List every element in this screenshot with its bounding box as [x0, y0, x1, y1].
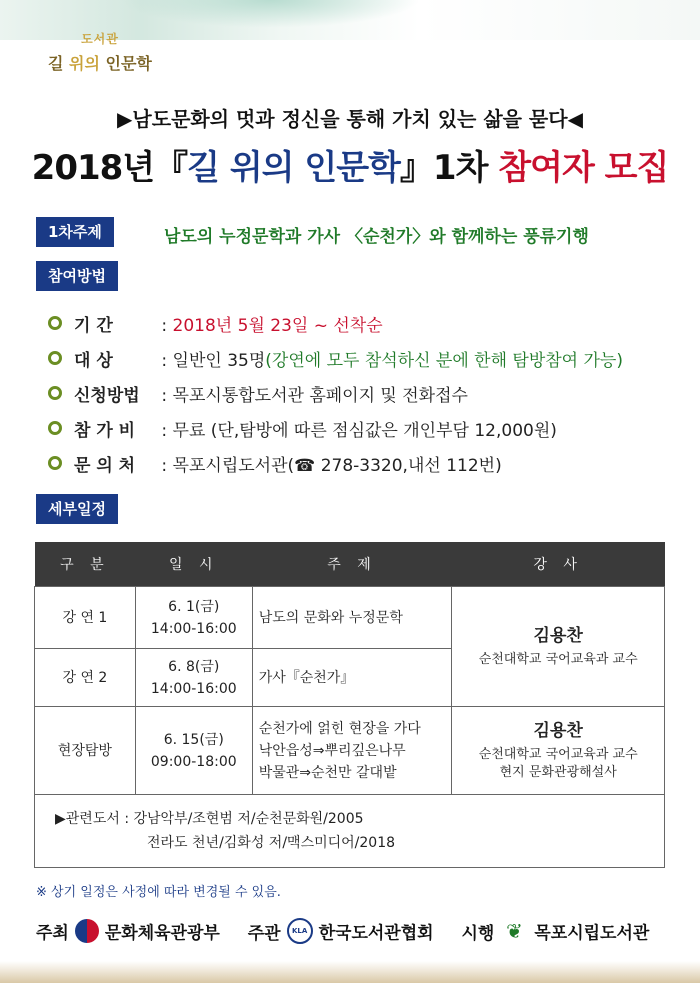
row-datetime [135, 587, 252, 649]
logo-small-text: 도서관 [81, 32, 119, 46]
header-datetime: 일 시 [135, 542, 252, 587]
program-logo [48, 30, 152, 74]
row-date: 6. 15(금) [163, 731, 224, 748]
info-target [48, 346, 623, 371]
topic-line: 순천가에 얽힌 현장을 가다 [258, 720, 421, 737]
info-sep: : [156, 456, 173, 476]
host-label: 주최 [36, 923, 69, 944]
schedule-table [34, 542, 665, 868]
row-date: 6. 1(금) [168, 598, 220, 615]
info-label: 참 가 비 [74, 421, 136, 441]
info-label: 신청방법 [74, 386, 140, 406]
logo-big-text [48, 51, 152, 74]
title-part-a: 2018년『 [31, 148, 188, 188]
library-logo-icon: ❦ [505, 919, 523, 943]
row-instructor [452, 707, 665, 795]
executor-label: 시행 [461, 923, 495, 944]
title-part-d: 참여자 모집 [498, 148, 669, 188]
row-time: 14:00-16:00 [150, 620, 237, 637]
info-value: 목포시통합도서관 홈페이지 및 전화접수 [172, 386, 468, 406]
info-value: 일반인 35명 [172, 351, 266, 371]
footer-organizers [36, 918, 676, 944]
topic-line: 낙안읍성⇒뿌리깊은나무 [258, 742, 406, 759]
info-sep: : [156, 351, 173, 371]
kla-emblem-icon: KLA [287, 918, 313, 944]
title-part-c: 』1차 [399, 148, 499, 188]
info-value: 목포시립도서관(☎ 278-3320,내선 112번) [172, 456, 502, 476]
row-time: 14:00-16:00 [150, 680, 237, 697]
info-contact [48, 451, 502, 476]
instructor-name: 김용찬 [533, 625, 583, 646]
taegeuk-emblem-icon [75, 919, 99, 943]
host-name: 문화체육관광부 [104, 923, 220, 944]
page-title [0, 140, 700, 189]
instructor-affiliation: 순천대학교 국어교육과 교수 [478, 651, 638, 667]
row-topic [252, 707, 452, 795]
info-fee [48, 416, 557, 441]
row-date: 6. 8(금) [168, 658, 220, 675]
table-header-row [35, 542, 665, 587]
bullet-icon [48, 351, 62, 365]
table-ref-row [35, 795, 665, 868]
organizer-name: 한국도서관협회 [318, 923, 434, 944]
topic-line: 박물관⇒순천만 갈대밭 [258, 764, 397, 781]
info-label: 대 상 [74, 351, 113, 371]
info-extra: (강연에 모두 참석하신 분에 한해 탐방참여 가능) [265, 351, 623, 371]
row-datetime [135, 649, 252, 707]
header-type: 구 분 [35, 542, 136, 587]
row-type: 현장탐방 [35, 707, 136, 795]
bullet-icon [48, 421, 62, 435]
row-topic: 남도의 문화와 누정문학 [252, 587, 452, 649]
row-type: 강 연 1 [35, 587, 136, 649]
schedule-tag: 세부일정 [36, 494, 118, 524]
bullet-icon [48, 456, 62, 470]
header-instructor: 강 사 [452, 542, 665, 587]
row-datetime [135, 707, 252, 795]
row-topic: 가사『순천가』 [252, 649, 452, 707]
table-row [35, 587, 665, 649]
info-label: 기 간 [74, 316, 113, 336]
info-apply [48, 381, 468, 406]
info-period [48, 311, 383, 336]
bottom-watercolor [0, 961, 700, 983]
theme-tag: 1차주제 [36, 217, 114, 247]
bullet-icon [48, 316, 62, 330]
logo-text-b: 위의 [69, 54, 100, 73]
organizer-label: 주관 [247, 923, 281, 944]
instructor-name: 김용찬 [533, 720, 583, 741]
info-label: 문 의 처 [74, 456, 136, 476]
logo-text-a: 길 [48, 54, 70, 73]
schedule-note: ※ 상기 일정은 사정에 따라 변경될 수 있음. [36, 885, 281, 900]
info-sep: : [156, 316, 173, 336]
theme-text: 남도의 누정문학과 가사 〈순천가〉와 함께하는 풍류기행 [164, 227, 589, 247]
table-row [35, 707, 665, 795]
row-instructor [452, 587, 665, 707]
title-part-b: 길 위의 인문학 [187, 148, 400, 188]
info-sep: : [156, 421, 173, 441]
instructor-affiliation: 현지 문화관광해설사 [499, 764, 617, 780]
bullet-icon [48, 386, 62, 400]
related-book-line: 전라도 천년/김화성 저/맥스미디어/2018 [147, 835, 396, 851]
row-time: 09:00-18:00 [150, 753, 237, 770]
row-type: 강 연 2 [35, 649, 136, 707]
logo-text-c: 인문학 [99, 54, 152, 73]
info-sep: : [156, 386, 173, 406]
header-topic: 주 제 [252, 542, 452, 587]
instructor-affiliation: 순천대학교 국어교육과 교수 [478, 746, 638, 762]
subtitle: ▶남도문화의 멋과 정신을 통해 가치 있는 삶을 묻다◀ [117, 107, 583, 131]
related-books [35, 795, 665, 868]
method-tag: 참여방법 [36, 261, 118, 291]
related-book-line: ▶관련도서 : 강남악부/조현범 저/순천문화원/2005 [55, 811, 364, 827]
executor-name: 목포시립도서관 [534, 923, 650, 944]
info-value: 무료 (단,탐방에 따른 점심값은 개인부담 12,000원) [172, 421, 557, 441]
info-value: 2018년 5월 23일 ~ 선착순 [172, 316, 383, 336]
